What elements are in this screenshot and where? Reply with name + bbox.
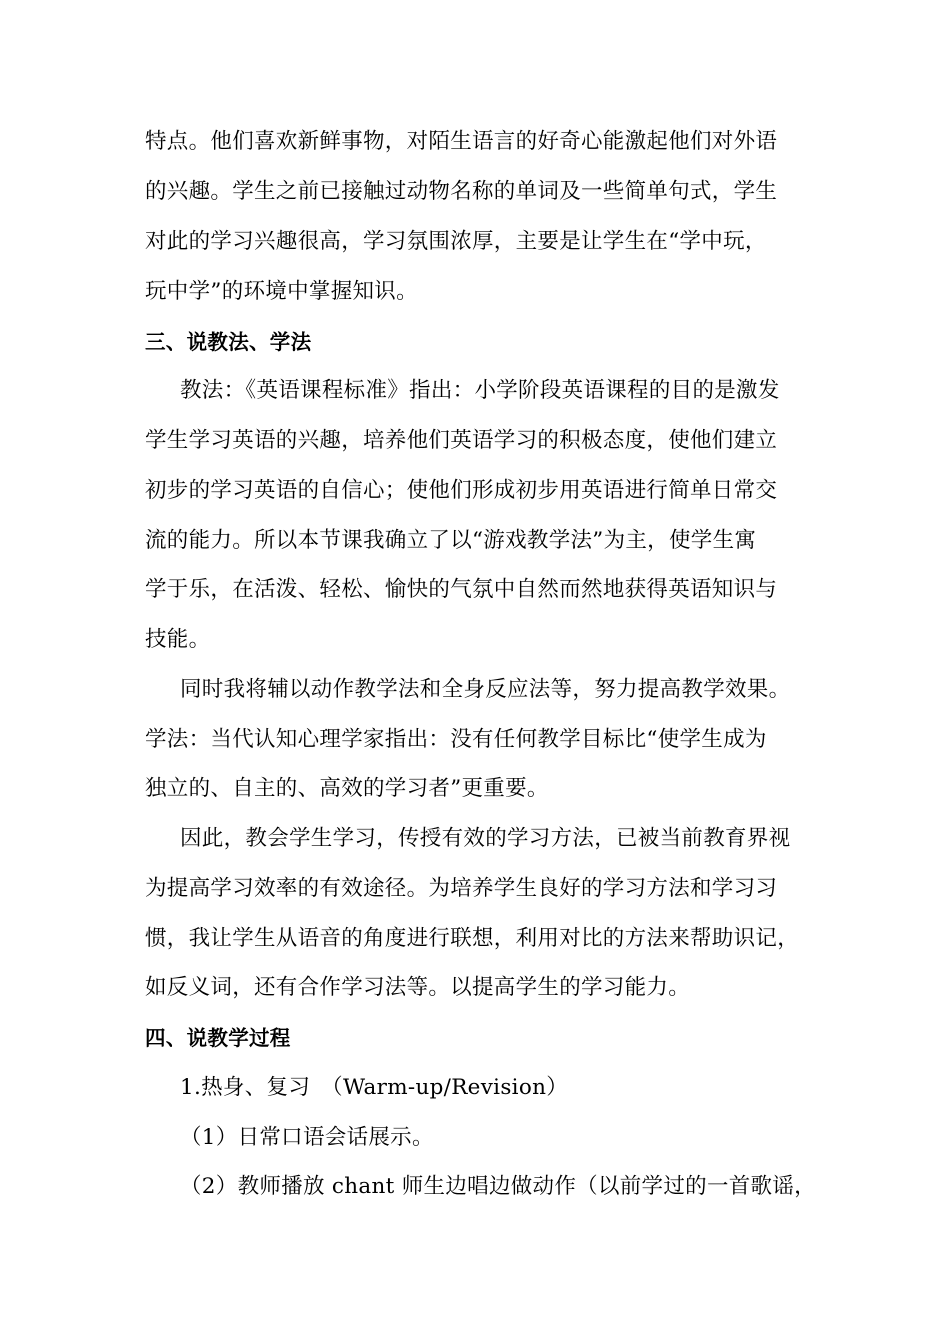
paragraph-line: 的兴趣。学生之前已接触过动物名称的单词及一些简单句式，学生 (145, 179, 778, 204)
paragraph-line: 玩中学”的环境中掌握知识。 (145, 279, 418, 304)
paragraph-line: 初步的学习英语的自信心；使他们形成初步用英语进行简单日常交 (145, 478, 778, 503)
paragraph-line: 为提高学习效率的有效途径。为培养学生良好的学习方法和学习习 (145, 876, 778, 901)
paragraph-line: 学生学习英语的兴趣，培养他们英语学习的积极态度，使他们建立 (145, 428, 778, 453)
paragraph-line: 对此的学习兴趣很高，学习氛围浓厚，主要是让学生在“学中玩， (145, 229, 767, 254)
paragraph-line: 如反义词，还有合作学习法等。以提高学生的学习能力。 (145, 975, 691, 1000)
paragraph-line: 独立的、自主的、高效的学习者”更重要。 (145, 776, 549, 801)
list-item: （2）教师播放 chant 师生边唱边做动作（以前学过的一首歌谣， (180, 1174, 816, 1199)
paragraph-line: 同时我将辅以动作教学法和全身反应法等，努力提高教学效果。 (180, 677, 791, 702)
list-item: 1.热身、复习 （Warm-up/Revision） (180, 1075, 569, 1100)
paragraph-line: 因此，教会学生学习，传授有效的学习方法，已被当前教育界视 (180, 826, 791, 851)
section-heading-methods: 三、说教法、学法 (145, 330, 312, 354)
paragraph-line: 技能。 (145, 627, 211, 652)
paragraph-line: 教法：《英语课程标准》指出：小学阶段英语课程的目的是激发 (180, 378, 780, 403)
paragraph-line: 流的能力。所以本节课我确立了以“游戏教学法”为主，使学生寓 (145, 528, 757, 553)
list-item: （1）日常口语会话展示。 (180, 1125, 434, 1150)
paragraph-line: 学法：当代认知心理学家指出：没有任何教学目标比“使学生成为 (145, 727, 767, 752)
paragraph-line: 特点。他们喜欢新鲜事物，对陌生语言的好奇心能激起他们对外语 (145, 129, 778, 154)
paragraph-line: 惯，我让学生从语音的角度进行联想，利用对比的方法来帮助识记， (145, 926, 800, 951)
paragraph-line: 学于乐，在活泼、轻松、愉快的气氛中自然而然地获得英语知识与 (145, 577, 778, 602)
section-heading-process: 四、说教学过程 (145, 1026, 291, 1050)
